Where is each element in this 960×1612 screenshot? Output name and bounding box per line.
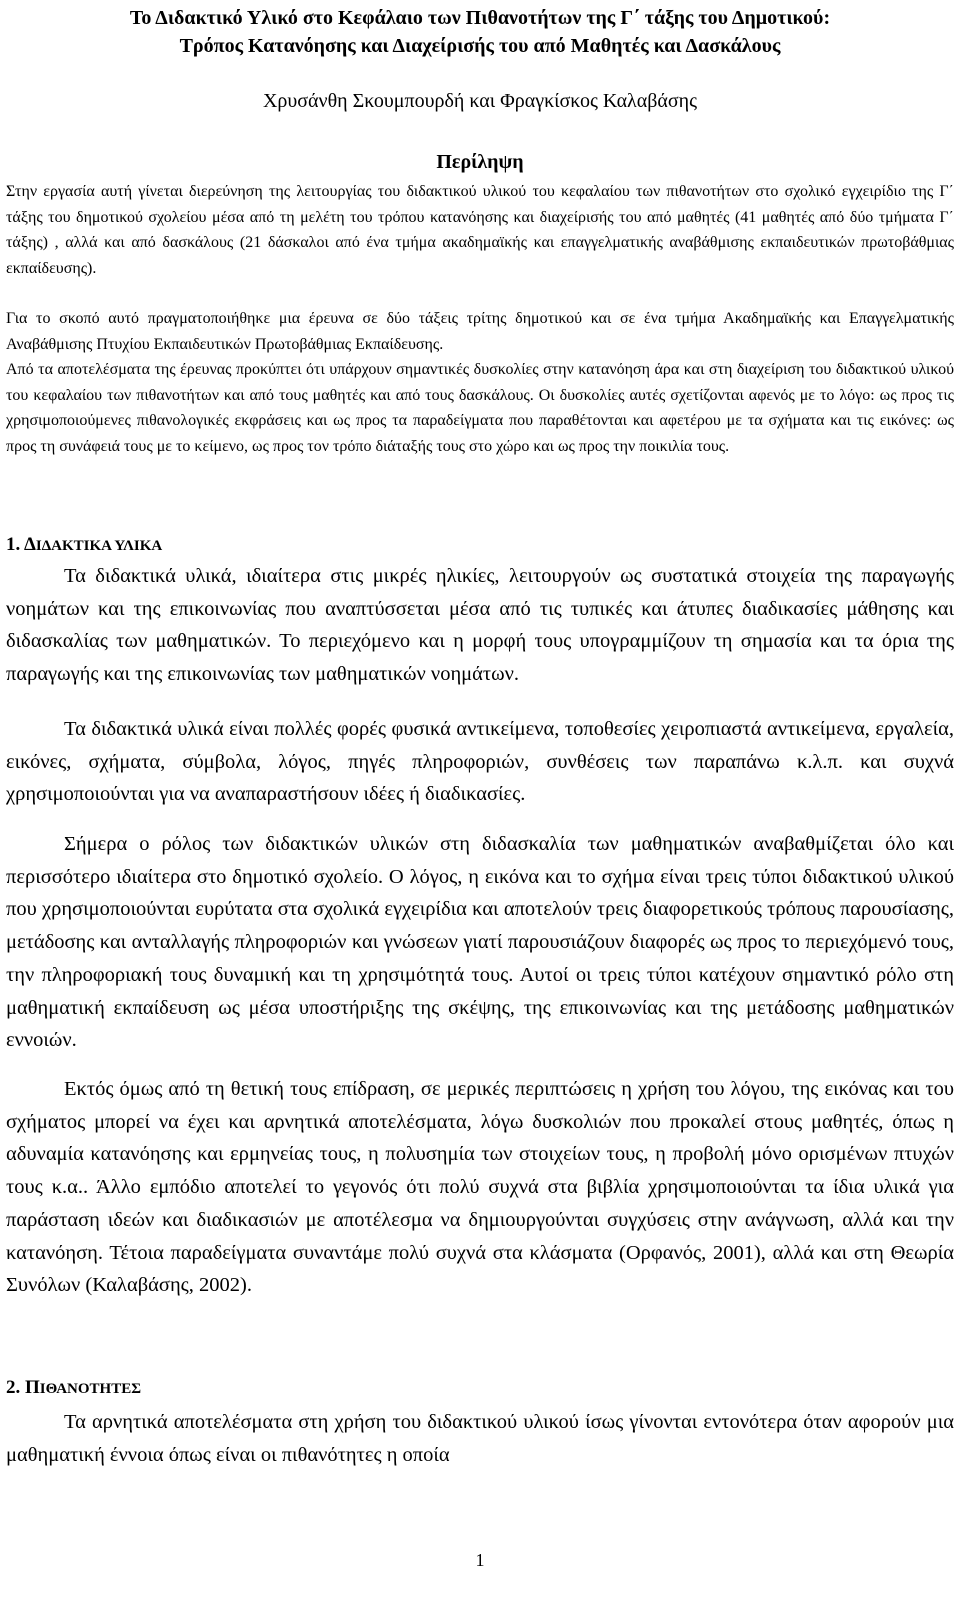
- abstract-heading: Περίληψη: [436, 151, 524, 173]
- abstract-paragraph-1: Στην εργασία αυτή γίνεται διερεύνηση της λειτουργίας του διδακτικού υλικού του κεφαλαίου των πιθανοτήτων στο σχολικό εγχειρίδιο της Γ΄ τάξης του δημοτικού σχολείου μέσα από τη μελέτη του τρόπου κατανόησης και διαχείρισής του από μαθητές (41 μαθητές από δύο τμήματα Γ΄ τάξης) , αλλά και από δασκάλους (21 δάσκαλοι από ένα τμήμα ακαδημαϊκής και επαγγελματικής αναβάθμισης εκπαιδευτικών πρωτοβάθμιας εκπαίδευσης).: [6, 183, 954, 277]
- paper-title: [0, 4, 960, 60]
- section-2-heading-rest: ΙΘΑΝΟΤΗΤΕΣ: [39, 1381, 142, 1397]
- abstract-paragraph-2: Για το σκοπό αυτό πραγματοποιήθηκε μια έρευνα σε δύο τάξεις τρίτης δημοτικού και σε ένα τμήμα Ακαδημαϊκής και Επαγγελματικής Αναβάθμισης Πτυχίου Εκπαιδευτικών Πρωτοβάθμιας Εκπαίδευσης.: [6, 310, 954, 353]
- section-1-paragraph-2: Τα διδακτικά υλικά είναι πολλές φορές φυσικά αντικείμενα, τοποθεσίες χειροπιαστά αντικείμενα, εργαλεία, εικόνες, σχήματα, σύμβολα, λόγος, πηγές πληροφοριών, συνθέσεις των παραπάνω κ.λ.π. και συχνά χρησιμοποιούνται για να αναπαραστήσουν ιδέες ή διαδικασίες.: [6, 718, 954, 806]
- section-2-heading-cap: Π: [25, 1377, 40, 1398]
- section-2-heading: [6, 1374, 954, 1403]
- section-1-heading-rest: ΙΔΑΚΤΙΚΑ ΥΛΙΚΑ: [35, 538, 163, 554]
- authors: Χρυσάνθη Σκουμπουρδή και Φραγκίσκος Καλαβάσης: [262, 90, 698, 112]
- section-2-paragraph-1: Τα αρνητικά αποτελέσματα στη χρήση του διδακτικού υλικού ίσως γίνονται εντονότερα όταν αφορούν μια μαθηματική έννοια όπως είναι οι πιθανότητες η οποία: [6, 1411, 954, 1466]
- section-1-paragraph-1: Τα διδακτικά υλικά, ιδιαίτερα στις μικρές ηλικίες, λειτουργούν ως συστατικά στοιχεία της παραγωγής νοημάτων και της επικοινωνίας που αναπτύσσεται μέσα από τις τυπικές και άτυπες διαδικασίες μάθησης και διδασκαλίας των μαθηματικών. Το περιεχόμενο και η μορφή τους υπογραμμίζουν τη σημασία και τα όρια της παραγωγής και της επικοινωνίας των μαθηματικών νοημάτων.: [6, 565, 954, 686]
- section-1-heading: [6, 531, 954, 560]
- abstract-paragraph-3: Από τα αποτελέσματα της έρευνας προκύπτει ότι υπάρχουν σημαντικές δυσκολίες στην κατανόηση άρα και στη διαχείριση του διδακτικού υλικού του κεφαλαίου των πιθανοτήτων και από τους μαθητές και από τους δασκάλους. Οι δυσκολίες αυτές σχετίζονται αφενός με το λόγο: ως προς τις χρησιμοποιούμενες πιθανολογικές εκφράσεις και ως προς τα παραδείγματα που παραθέτονται και αφετέρου με τα σχήματα και τις εικόνες: ως προς τη συνάφειά τους με το κείμενο, ως προς τον τρόπο διάταξής τους στο χώρο και ως προς την ποικιλία τους.: [6, 361, 954, 455]
- section-1-paragraph-4: Εκτός όμως από τη θετική τους επίδραση, σε μερικές περιπτώσεις η χρήση του λόγου, της εικόνας και του σχήματος μπορεί να έχει και αρνητικά αποτελέσματα, λόγω δυσκολιών που προκαλεί στους μαθητές, όπως η αδυναμία κατανόησης και ερμηνείας τους, η πολυσημία των στοιχείων τους, η προβολή μόνο ορισμένων πτυχών τους κ.α.. Άλλο εμπόδιο αποτελεί το γεγονός ότι πολύ συχνά στα βιβλία χρησιμοποιούνται τα ίδια υλικά για παράσταση ιδεών και διαδικασιών με αποτέλεσμα να δημιουργούνται συγχύσεις στην ανάγνωση, αλλά και την κατανόηση. Τέτοια παραδείγματα συναντάμε πολύ συχνά στα κλάσματα (Ορφανός, 2001), αλλά και στη Θεωρία Συνόλων (Καλαβάσης, 2002).: [6, 1078, 954, 1297]
- section-1-heading-cap: Δ: [23, 534, 36, 555]
- page-number: 1: [475, 1550, 485, 1570]
- title-line-2: Τρόπος Κατανόησης και Διαχείρισής του από Μαθητές και Δασκάλους: [179, 35, 781, 57]
- section-2-number: 2.: [6, 1377, 21, 1398]
- section-1-paragraph-3: Σήμερα ο ρόλος των διδακτικών υλικών στη διδασκαλία των μαθηματικών αναβαθμίζεται όλο και περισσότερο ιδιαίτερα στο δημοτικό σχολείο. Ο λόγος, η εικόνα και το σχήμα είναι τρεις τύποι διδακτικού υλικού που χρησιμοποιούνται ευρύτατα στα σχολικά εγχειρίδια και αποτελούν τρεις διαφορετικούς τρόπους παρουσίασης, μετάδοσης και ανταλλαγής πληροφοριών και γνώσεων γιατί παρουσιάζουν διαφορές ως προς το περιεχόμενό τους, την πληροφοριακή τους δυναμική και τη χρησιμότητά τους. Αυτοί οι τρεις τύποι κατέχουν σημαντικό ρόλο στη μαθηματική εκπαίδευση ως μέσα υποστήριξης της σκέψης, της επικοινωνίας και της μετάδοσης μαθηματικών εννοιών.: [6, 833, 954, 1052]
- section-1-number: 1.: [6, 534, 21, 555]
- title-line-1: Το Διδακτικό Υλικό στο Κεφάλαιο των Πιθανοτήτων της Γ΄ τάξης του Δημοτικού:: [129, 7, 831, 29]
